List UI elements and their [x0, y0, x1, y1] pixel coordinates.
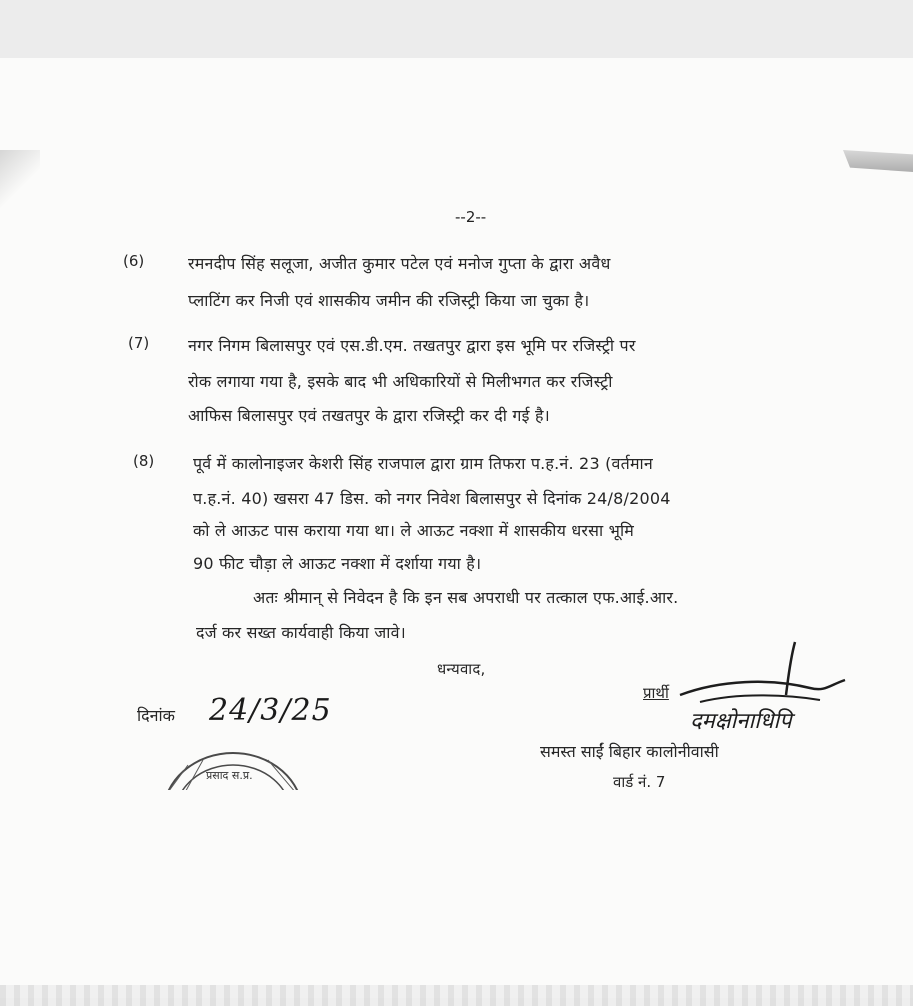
svg-text:दमक्षोनाधिपि: दमक्षोनाधिपि — [690, 709, 792, 734]
item-line: पूर्व में कालोनाइजर केशरी सिंह राजपाल द्वारा ग्राम तिफरा प.ह.नं. 23 (वर्तमान — [193, 454, 653, 473]
bottom-band — [0, 985, 913, 1006]
request-line: अतः श्रीमान् से निवेदन है कि इन सब अपराधी पर तत्काल एफ.आई.आर. — [253, 588, 679, 607]
item-number: (6) — [123, 252, 145, 270]
ward-number: वार्ड नं. 7 — [613, 773, 666, 791]
signatory-line: समस्त साईं बिहार कालोनीवासी — [540, 742, 719, 761]
item-number: (7) — [128, 334, 150, 352]
svg-text:प्रसाद स.प्र.: प्रसाद स.प्र. — [206, 769, 253, 782]
handwritten-signature — [660, 640, 890, 740]
item-line: 90 फीट चौड़ा ले आऊट नक्शा में दर्शाया गया है। — [193, 554, 482, 573]
item-line: को ले आऊट पास कराया गया था। ले आऊट नक्शा में शासकीय धरसा भूमि — [193, 521, 634, 540]
item-number: (8) — [133, 452, 155, 470]
item-line: प्लाटिंग कर निजी एवं शासकीय जमीन की रजिस्ट्री किया जा चुका है। — [188, 291, 590, 310]
handwritten-date: 24/3/25 — [209, 693, 332, 728]
official-seal — [158, 745, 308, 790]
applicant-label: प्रार्थी — [643, 684, 669, 702]
item-line: प.ह.नं. 40) खसरा 47 डिस. को नगर निवेश बिलासपुर से दिनांक 24/8/2004 — [193, 489, 671, 508]
request-line: दर्ज कर सख्त कार्यवाही किया जावे। — [196, 623, 406, 642]
item-line: नगर निगम बिलासपुर एवं एस.डी.एम. तखतपुर द्वारा इस भूमि पर रजिस्ट्री पर — [188, 336, 636, 355]
item-line: रोक लगाया गया है, इसके बाद भी अधिकारियों से मिलीभगत कर रजिस्ट्री — [188, 372, 613, 391]
top-band — [0, 0, 913, 58]
item-line: रमनदीप सिंह सलूजा, अजीत कुमार पटेल एवं मनोज गुप्ता के द्वारा अवैध — [188, 254, 611, 273]
thanks-text: धन्यवाद, — [437, 660, 486, 678]
paper-edge-mark — [0, 150, 40, 210]
item-line: आफिस बिलासपुर एवं तखतपुर के द्वारा रजिस्ट्री कर दी गई है। — [188, 406, 550, 425]
page-number: --2-- — [455, 208, 487, 226]
date-label: दिनांक — [137, 706, 175, 725]
